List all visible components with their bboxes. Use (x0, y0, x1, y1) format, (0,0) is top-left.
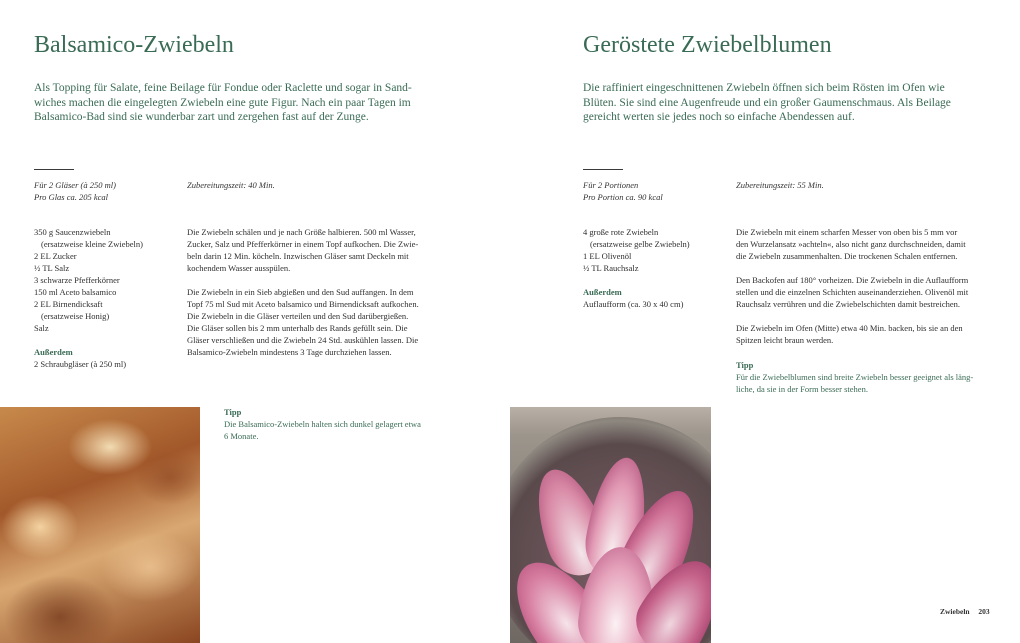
section-name: Zwiebeln (940, 607, 970, 616)
ingredient: Salz (34, 323, 49, 333)
recipe-title-zwiebelblumen: Geröstete Zwiebelblumen (583, 32, 832, 58)
tip-line: liche, da sie in der Form besser stehen. (736, 384, 868, 394)
steps-balsamico (187, 226, 447, 358)
step-line: Die Gläser sollen bis 2 mm unterhalb des Rands gefüllt sein. Die (187, 323, 408, 333)
tip-zwiebelblumen (736, 359, 996, 395)
ingredient: 350 g Saucenzwiebeln (34, 227, 111, 237)
ingredient: ½ TL Salz (34, 263, 70, 273)
prep-time-balsamico: Zubereitungszeit: 40 Min. (187, 180, 275, 190)
step-line: Die Zwiebeln mit einem scharfen Messer von oben bis 5 mm vor (736, 227, 958, 237)
step-line: den Wurzelansatz »achteln«, also nicht ganz durchschneiden, damit (736, 239, 966, 249)
page-number: 203 (978, 607, 990, 616)
tip-line: 6 Monate. (224, 431, 259, 441)
step-line: Zucker, Salz und Pfefferkörner in einem Topf aufkochen. Die Zwie- (187, 239, 419, 249)
intro-line: Blüten. Sie sind eine Augenfreude und ein großer Gaumenschmaus. Als Beilage (583, 96, 951, 109)
balsamico-onions-photo (0, 407, 200, 643)
step-line: Die Zwiebeln im Ofen (Mitte) etwa 40 Min. backen, bis sie an den (736, 323, 963, 333)
ingredient: 2 EL Birnendicksaft (34, 299, 103, 309)
intro-line: Als Topping für Salate, feine Beilage für Fondue oder Raclette und sogar in Sand- (34, 82, 412, 94)
step-line: Die Zwiebeln in ein Sieb abgießen und den Sud auffangen. In dem (187, 287, 414, 297)
prep-time-zwiebelblumen: Zubereitungszeit: 55 Min. (736, 180, 824, 190)
step-line: Topf 75 ml Sud mit Aceto balsamico und Birnendicksaft aufkochen. (187, 299, 419, 309)
ingredient-note: (ersatzweise Honig) (41, 311, 110, 321)
servings-line: Für 2 Portionen (583, 180, 639, 190)
tip-heading: Tipp (736, 360, 754, 370)
intro-zwiebelblumen (583, 81, 993, 125)
ingredient: 150 ml Aceto balsamico (34, 287, 117, 297)
ingredients-balsamico (34, 226, 184, 370)
extra-item: Auflaufform (ca. 30 x 40 cm) (583, 299, 684, 309)
tip-heading: Tipp (224, 407, 242, 417)
ingredient: ½ TL Rauchsalz (583, 263, 639, 273)
servings-balsamico (34, 179, 116, 203)
step-line: Den Backofen auf 180° vorheizen. Die Zwiebeln in die Auflaufform (736, 275, 969, 285)
extra-heading: Außerdem (34, 347, 73, 357)
ingredient-note: (ersatzweise gelbe Zwiebeln) (590, 239, 690, 249)
tip-balsamico (224, 406, 454, 442)
page-footer (940, 606, 990, 618)
steps-zwiebelblumen (736, 226, 996, 346)
section-rule (34, 169, 74, 170)
step-line: Die Zwiebeln in die Gläser verteilen und den Sud darübergießen. (187, 311, 409, 321)
intro-balsamico (34, 81, 434, 125)
ingredient: 4 große rote Zwiebeln (583, 227, 659, 237)
step-line: beln darin 12 Min. köcheln. Inzwischen Gläser samt Deckeln mit (187, 251, 409, 261)
kcal-line: Pro Glas ca. 205 kcal (34, 192, 109, 202)
step-line: Gläser verschließen und die Zwiebeln 24 Std. auskühlen lassen. Die (187, 335, 419, 345)
intro-line: wiches machen die eingelegten Zwiebeln eine gute Figur. Nach ein paar Tagen im (34, 96, 411, 109)
tip-line: Die Balsamico-Zwiebeln halten sich dunkel gelagert etwa (224, 419, 421, 429)
step-line: die Zwiebeln zusammenhalten. Die trockenen Schalen entfernen. (736, 251, 958, 261)
ingredient: 3 schwarze Pfefferkörner (34, 275, 120, 285)
onion-flowers-photo (510, 407, 711, 643)
section-rule (583, 169, 623, 170)
intro-line: gereicht werten sie jedes noch so einfache Abendessen auf. (583, 111, 855, 123)
extra-item: 2 Schraubgläser (à 250 ml) (34, 359, 127, 369)
servings-zwiebelblumen (583, 179, 663, 203)
recipe-title-balsamico: Balsamico-Zwiebeln (34, 32, 234, 58)
step-line: Balsamico-Zwiebeln mindestens 3 Tage durchziehen lassen. (187, 347, 392, 357)
step-line: kochendem Wasser ausspülen. (187, 263, 291, 273)
kcal-line: Pro Portion ca. 90 kcal (583, 192, 663, 202)
intro-line: Balsamico-Bad sind sie wunderbar zart und zergehen fast auf der Zunge. (34, 111, 369, 123)
ingredients-zwiebelblumen (583, 226, 733, 310)
ingredient: 1 EL Olivenöl (583, 251, 632, 261)
step-line: Spitzen leicht braun werden. (736, 335, 834, 345)
ingredient-note: (ersatzweise kleine Zwiebeln) (41, 239, 143, 249)
step-line: Die Zwiebeln schälen und je nach Größe halbieren. 500 ml Wasser, (187, 227, 416, 237)
ingredient: 2 EL Zucker (34, 251, 77, 261)
intro-line: Die raffiniert eingeschnittenen Zwiebeln öffnen sich beim Rösten im Ofen wie (583, 82, 945, 94)
tip-line: Für die Zwiebelblumen sind breite Zwiebeln besser geeignet als läng- (736, 372, 974, 382)
step-line: Rauchsalz verrühren und die Zwiebelschichten damit bestreichen. (736, 299, 960, 309)
extra-heading: Außerdem (583, 287, 622, 297)
step-line: stellen und die einzelnen Schichten auseinanderziehen. Olivenöl mit (736, 287, 969, 297)
servings-line: Für 2 Gläser (à 250 ml) (34, 180, 116, 190)
